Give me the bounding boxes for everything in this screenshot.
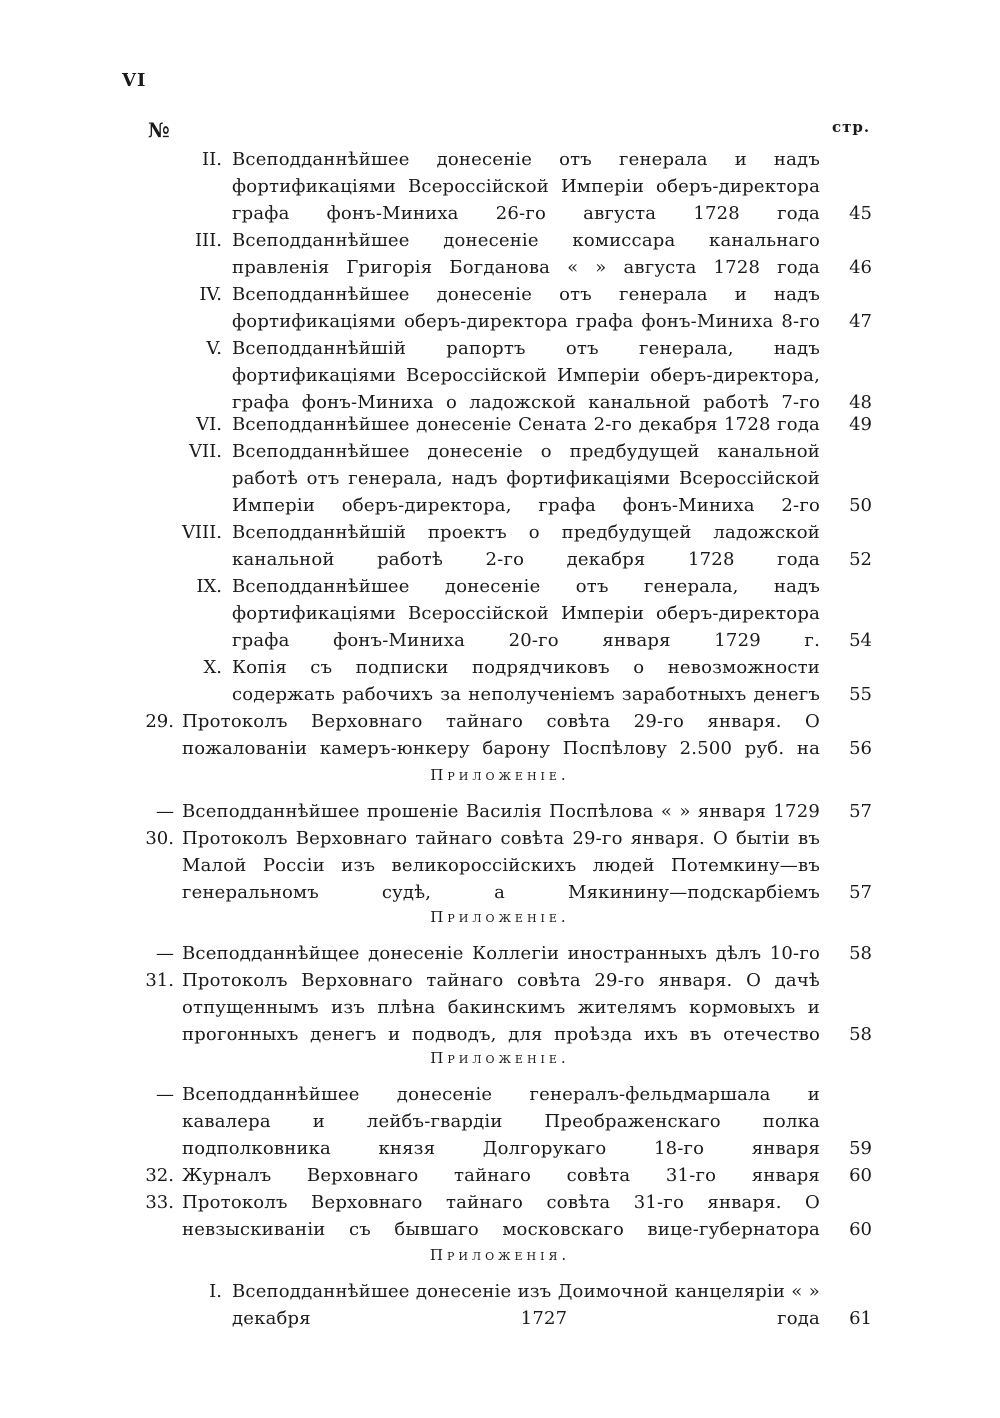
entry-title: Всеподданнѣйшее донесеніе о предбудущей канальной работѣ отъ генерала, надъ фортификаціями Всероссійской Имперіи оберъ-директора, графа фонъ-Миниха 2-го (232, 441, 820, 516)
entry-number: VII. (189, 441, 222, 462)
toc-entry (0, 1162, 1000, 1189)
entry-page: 58 (849, 943, 872, 964)
page-number: VI (122, 70, 147, 91)
toc-entry (0, 335, 1000, 416)
entry-page: 52 (849, 549, 872, 570)
entry-number: III. (194, 230, 222, 251)
toc-entry (0, 825, 1000, 906)
toc-entry (0, 654, 1000, 708)
entry-page: 45 (849, 203, 872, 224)
entry-title: Всеподданнѣйшее донесеніе отъ генерала, надъ фортификаціями Всероссійской Имперіи оберъ-директора графа фонъ-Миниха 20-го января 1729 г. (232, 576, 820, 651)
toc-entry (0, 281, 1000, 335)
entry-title: Всеподданнѣйшее донесеніе отъ генерала и надъ фортификаціями оберъ-директора графа фонъ-Миниха 8-го (232, 284, 820, 332)
entry-page: 58 (849, 1024, 872, 1045)
entry-page: 56 (849, 738, 872, 759)
entry-number: 32. (145, 1165, 174, 1186)
entry-page: 47 (849, 311, 872, 332)
entry-page: 50 (849, 495, 872, 516)
entry-page: 54 (849, 630, 872, 651)
entry-page: 60 (849, 1219, 872, 1240)
entry-page: 61 (849, 1308, 872, 1329)
entry-page: 57 (849, 801, 872, 822)
section-heading: Приложенія. (429, 1246, 571, 1264)
entry-page: 48 (849, 392, 872, 413)
toc-entry (0, 967, 1000, 1048)
entry-page: 59 (849, 1138, 872, 1159)
entry-number: IX. (196, 576, 222, 597)
entry-number: — (156, 1084, 174, 1105)
entry-title: Протоколъ Верховнаго тайнаго совѣта 29-го января. О бытіи въ Малой Россіи изъ великороссійскихъ людей Потемкину—въ генеральномъ судѣ, а Мякинину—подскарбіемъ (182, 828, 820, 903)
entry-number: IV. (199, 284, 222, 305)
toc-entry (0, 798, 1000, 825)
entry-title: Всеподданнѣйшее донесеніе генералъ-фельдмаршала и кавалера и лейбъ-гвардіи Преображенскаго полка подполковника князя Долгорукаго 18-го января (182, 1084, 820, 1159)
section-heading: Приложеніе. (430, 766, 570, 784)
toc-entry (0, 227, 1000, 281)
toc-entry (0, 438, 1000, 519)
entry-number: VI. (196, 414, 222, 435)
entry-title: Всеподданнѣйщее донесеніе Коллегіи иностранныхъ дѣлъ 10-го (182, 943, 820, 964)
entry-title: Протоколъ Верховнаго тайнаго совѣта 31-го января. О невзыскиваніи съ бывшаго московскаго вице-губернатора (182, 1192, 820, 1240)
entry-title: Всеподданнѣйшее донесеніе изъ Доимочной канцеляріи « » декабря 1727 года (232, 1281, 820, 1329)
entry-number: 30. (145, 828, 174, 849)
toc-entry (0, 1278, 1000, 1332)
entry-number: 33. (145, 1192, 174, 1213)
entry-page: 49 (849, 414, 872, 435)
entry-title: Всеподданнѣйшее прошеніе Василія Поспѣлова « » января 1729 (182, 801, 820, 822)
toc-entry (0, 708, 1000, 762)
column-header-page: стр. (832, 118, 871, 136)
toc-entry (0, 1081, 1000, 1162)
entry-title: Всеподданнѣйшее донесеніе Сената 2-го декабря 1728 года (232, 414, 820, 435)
entry-number: X. (203, 657, 222, 678)
entry-number: I. (209, 1281, 222, 1302)
entry-number: V. (206, 338, 222, 359)
toc-entry (0, 519, 1000, 573)
entry-title: Всеподданнѣйшее донесеніе отъ генерала и надъ фортификаціями Всероссійской Имперіи оберъ-директора графа фонъ-Миниха 26-го августа 1728 года (232, 149, 820, 224)
entry-number: II. (202, 149, 222, 170)
entry-page: 60 (849, 1165, 872, 1186)
entry-title: Журналъ Верховнаго тайнаго совѣта 31-го января (182, 1165, 820, 1186)
toc-entry (0, 940, 1000, 967)
entry-page: 55 (849, 684, 872, 705)
entry-number: 31. (145, 970, 174, 991)
entry-number: — (156, 943, 174, 964)
column-header-number: № (148, 118, 170, 142)
toc-entry (0, 146, 1000, 227)
entry-number: 29. (145, 711, 174, 732)
toc-entry (0, 573, 1000, 654)
entry-title: Всеподданнѣйшій проектъ о предбудущей ладожской канальной работѣ 2-го декабря 1728 года (232, 522, 820, 570)
entry-page: 57 (849, 882, 872, 903)
entry-title: Протоколъ Верховнаго тайнаго совѣта 29-го января. О дачѣ отпущеннымъ изъ плѣна бакинскимъ жителямъ кормовыхъ и прогонныхъ денегъ и подводъ, для проѣзда ихъ въ отечество (182, 970, 820, 1045)
entry-page: 46 (849, 257, 872, 278)
entry-number: VIII. (181, 522, 222, 543)
toc-entry (0, 411, 1000, 438)
entry-title: Всеподданнѣйшій рапортъ отъ генерала, надъ фортификаціями Всероссійской Имперіи оберъ-директора, графа фонъ-Миниха о ладожской канальной работѣ 7-го (232, 338, 820, 413)
entry-number: — (156, 801, 174, 822)
toc-entry (0, 1189, 1000, 1243)
entry-title: Протоколъ Верховнаго тайнаго совѣта 29-го января. О пожалованіи камеръ-юнкеру барону Поспѣлову 2.500 руб. на (182, 711, 820, 759)
section-heading: Приложеніе. (430, 1049, 570, 1067)
section-heading: Приложеніе. (430, 908, 570, 926)
entry-title: Всеподданнѣйшее донесеніе комиссара канальнаго правленія Григорія Богданова « » августа 1728 года (232, 230, 820, 278)
entry-title: Копія съ подписки подрядчиковъ о невозможности содержать рабочихъ за неполученіемъ заработныхъ денегъ (232, 657, 820, 705)
